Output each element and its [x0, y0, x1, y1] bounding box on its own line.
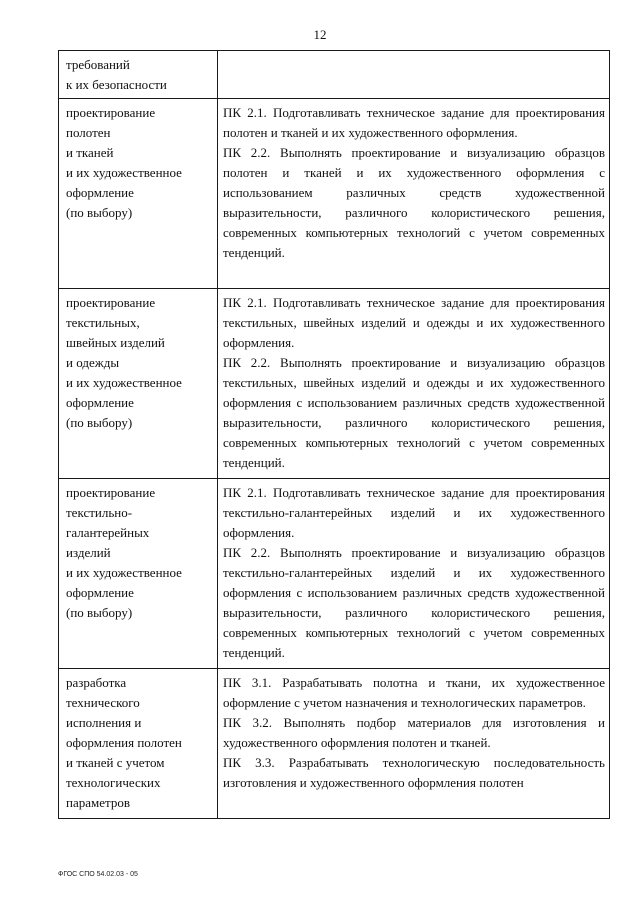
competency-cell — [218, 669, 610, 819]
page-number: 12 — [313, 27, 327, 42]
area-line: технологических — [66, 775, 161, 790]
document-footer: ФГОС СПО 54.02.03 - 05 — [58, 871, 138, 878]
area-line: (по выбору) — [66, 605, 133, 620]
table-row — [59, 51, 610, 99]
area-line: и тканей — [66, 145, 114, 160]
table-row — [59, 99, 610, 289]
area-line: изделий — [66, 545, 111, 560]
area-line: параметров — [66, 795, 130, 810]
area-line: проектирование — [66, 105, 156, 120]
area-line: текстильно- — [66, 505, 133, 520]
competency-text: ПК 3.3. Разрабатывать технологическую последовательность изготовления и художественного оформления полотен — [223, 755, 605, 790]
competency-text: ПК 2.2. Выполнять проектирование и визуализацию образцов полотен и тканей и их художественного оформления с использованием различных средств художественной выразительности, различного колористического решения, современных компьютерных технологий с учетом современных тенденций. — [223, 145, 605, 260]
area-line: (по выбору) — [66, 415, 133, 430]
area-line: швейных изделий — [66, 335, 165, 350]
area-line: текстильных, — [66, 315, 140, 330]
area-line: полотен — [66, 125, 111, 140]
area-line: (по выбору) — [66, 205, 133, 220]
competency-text: ПК 2.2. Выполнять проектирование и визуализацию образцов текстильных, швейных изделий и одежды и их художественного оформления с использованием различных средств художественной выразительности, различного колористического решения, современных компьютерных технологий с учетом современных тенденций. — [223, 355, 605, 470]
area-cell — [59, 669, 218, 819]
competency-cell — [218, 289, 610, 479]
area-line: разработка — [66, 675, 127, 690]
competency-cell — [218, 51, 610, 99]
table-row — [59, 289, 610, 479]
table-row — [59, 479, 610, 669]
competency-text: ПК 3.1. Разрабатывать полотна и ткани, их художественное оформление с учетом назначения и технологических параметров. — [223, 675, 605, 710]
competency-text: ПК 2.1. Подготавливать техническое задание для проектирования текстильных, швейных изделий и одежды и их художественного оформления. — [223, 295, 605, 350]
area-line: оформление — [66, 185, 134, 200]
competency-cell — [218, 479, 610, 669]
area-cell — [59, 51, 218, 99]
area-line: оформление — [66, 395, 134, 410]
area-line: и одежды — [66, 355, 120, 370]
area-line: и их художественное — [66, 375, 182, 390]
area-cell — [59, 479, 218, 669]
area-line: и их художественное — [66, 565, 182, 580]
competency-text: ПК 2.1. Подготавливать техническое задание для проектирования текстильно-галантерейных изделий и их художественного оформления. — [223, 485, 605, 540]
area-line: проектирование — [66, 295, 156, 310]
area-line: к их безопасности — [66, 77, 167, 92]
area-line: проектирование — [66, 485, 156, 500]
area-cell — [59, 289, 218, 479]
area-line: технического — [66, 695, 140, 710]
area-line: оформления полотен — [66, 735, 182, 750]
area-line: оформление — [66, 585, 134, 600]
competency-cell — [218, 99, 610, 289]
competency-text: ПК 3.2. Выполнять подбор материалов для изготовления и художественного оформления полотен и тканей. — [223, 715, 605, 750]
area-line: и тканей с учетом — [66, 755, 165, 770]
competency-text: ПК 2.1. Подготавливать техническое задание для проектирования полотен и тканей и их художественного оформления. — [223, 105, 605, 140]
area-line: требований — [66, 57, 130, 72]
area-line: и их художественное — [66, 165, 182, 180]
area-cell — [59, 99, 218, 289]
table-row — [59, 669, 610, 819]
area-line: галантерейных — [66, 525, 150, 540]
competency-table — [58, 50, 610, 819]
competency-text: ПК 2.2. Выполнять проектирование и визуализацию образцов текстильно-галантерейных изделий и их художественного оформления с использованием различных средств художественной выразительности, различного колористического решения, современных компьютерных технологий с учетом современных тенденций. — [223, 545, 605, 660]
area-line: исполнения и — [66, 715, 142, 730]
